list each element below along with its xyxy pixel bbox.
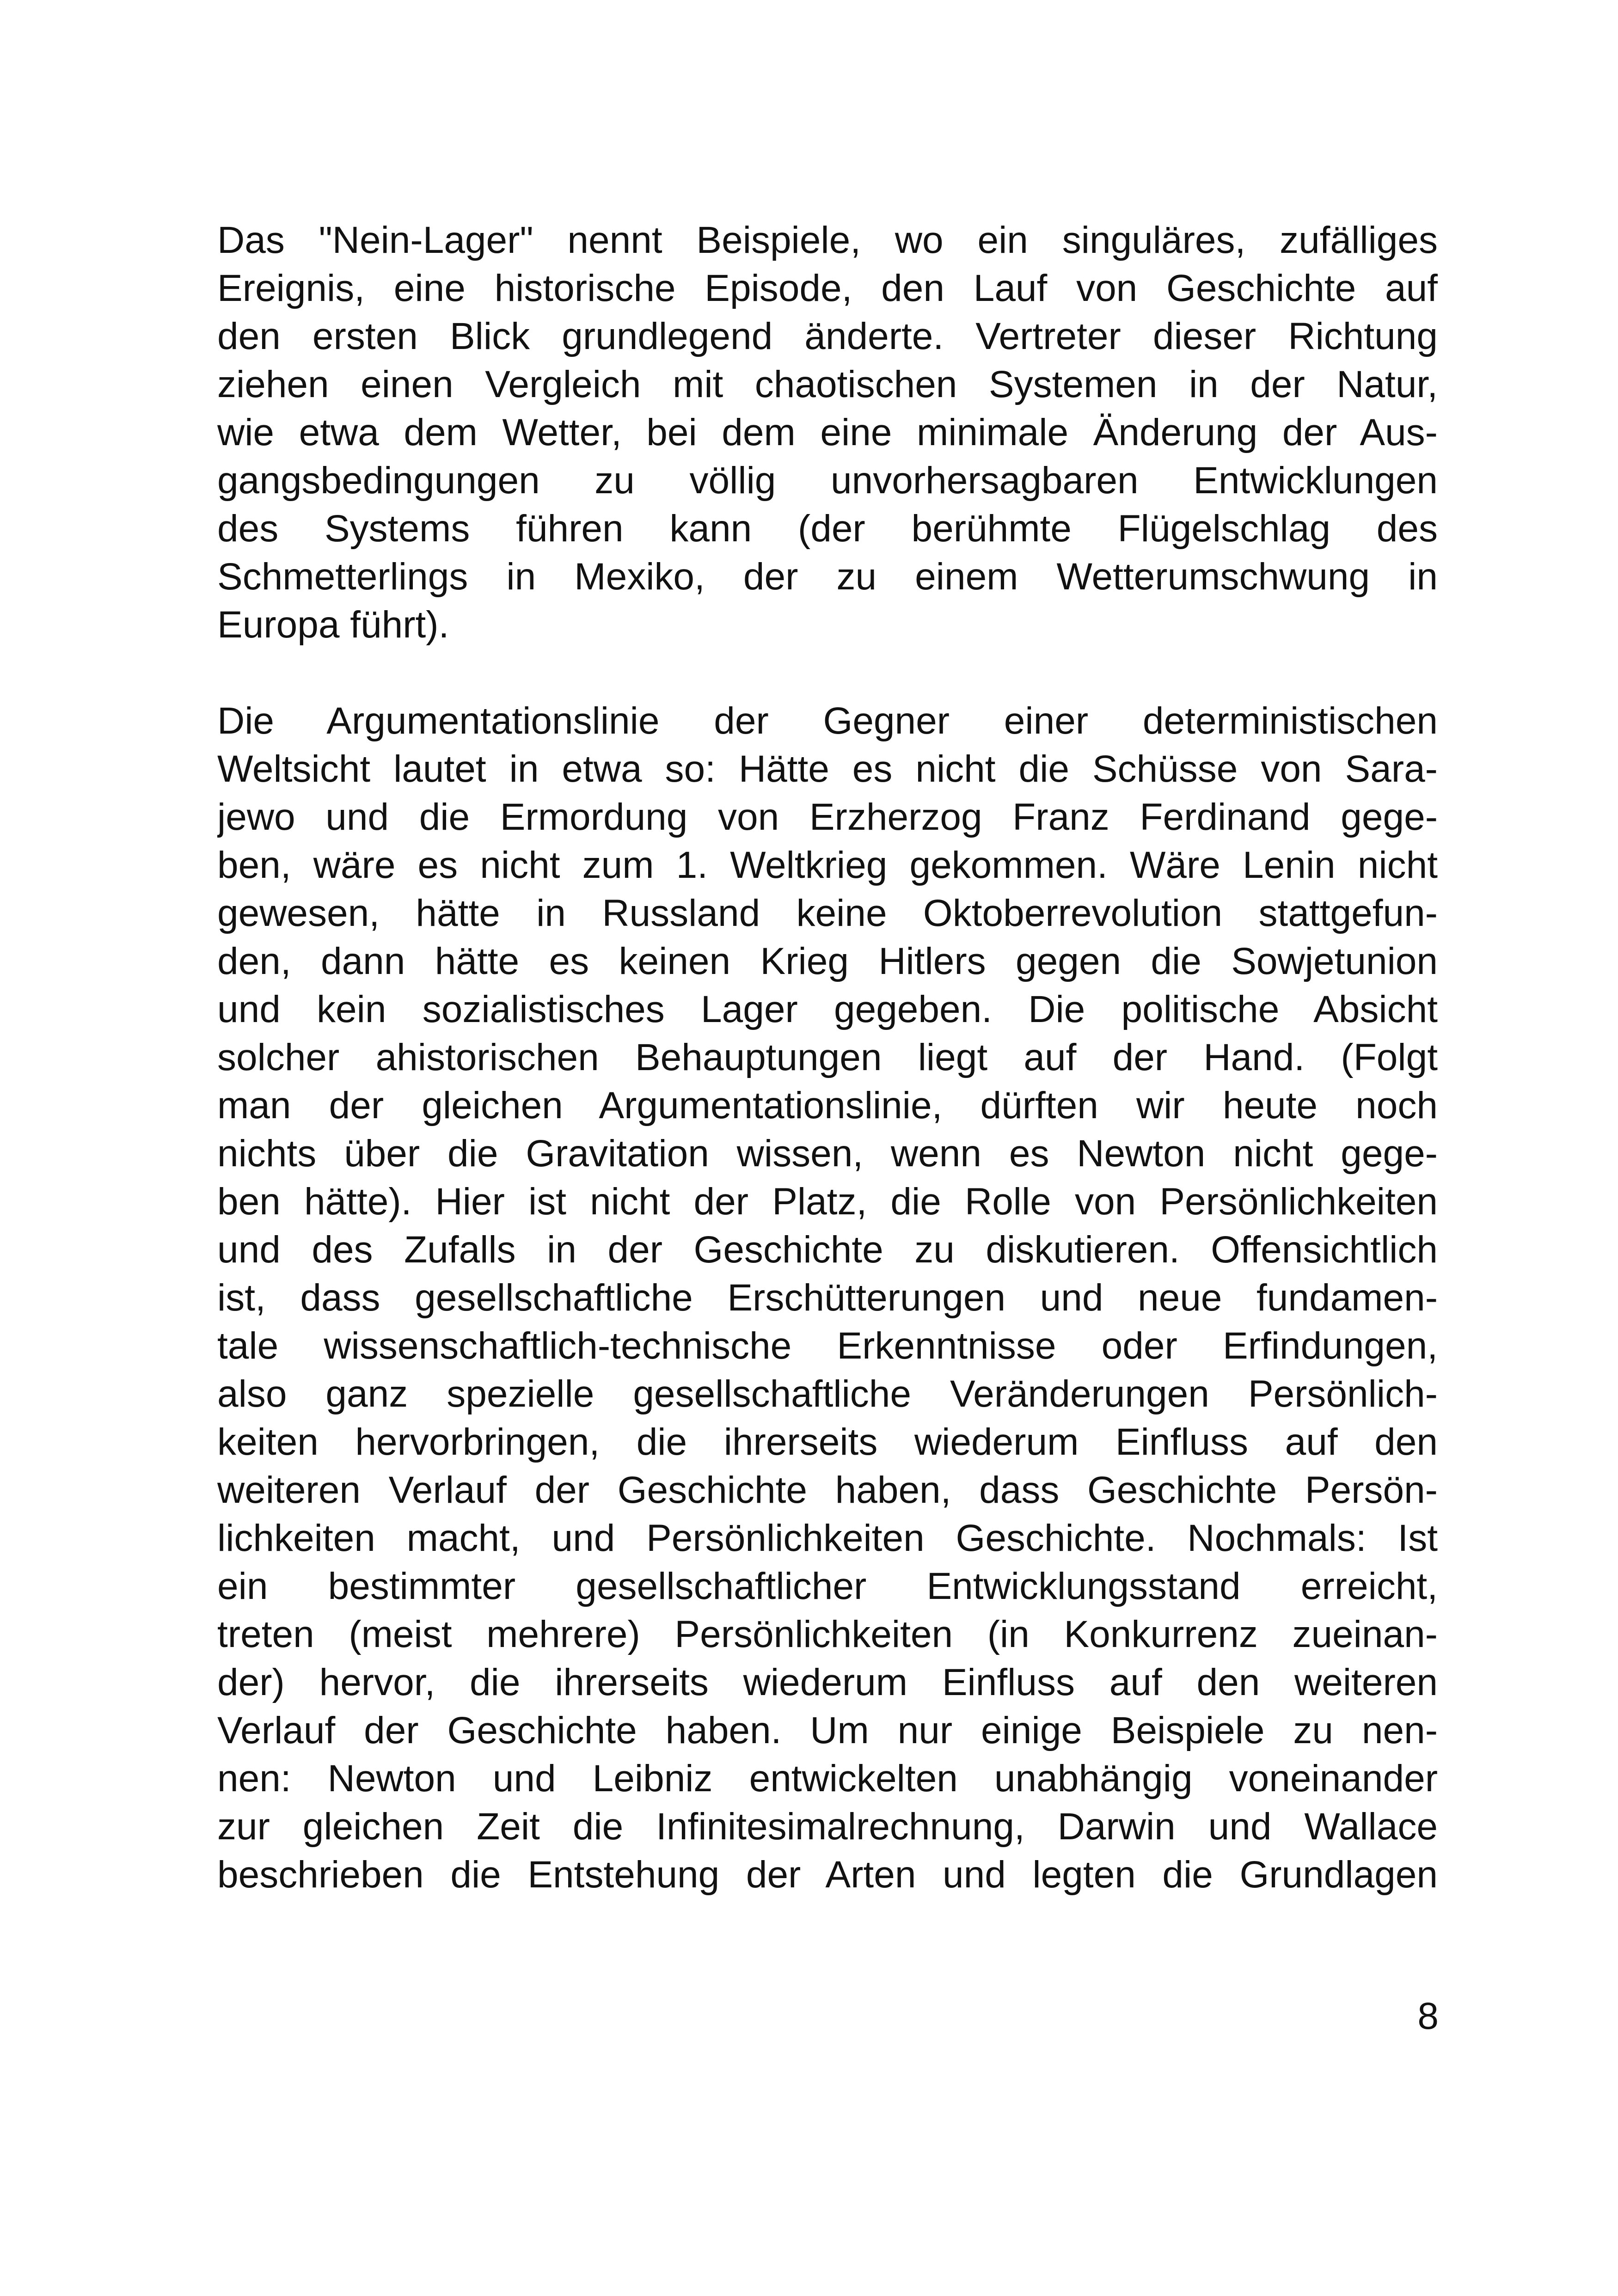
text-line: Europa führt). bbox=[217, 604, 449, 646]
text-line: und kein sozialistisches Lager gegeben. Die politische Absicht bbox=[217, 988, 1438, 1030]
text-line: gewesen, hätte in Russland keine Oktoberrevolution stattgefun- bbox=[217, 892, 1438, 934]
text-line: nen: Newton und Leibniz entwickelten unabhängig voneinander bbox=[217, 1757, 1438, 1800]
text-line: ben hätte). Hier ist nicht der Platz, die Rolle von Persönlichkeiten bbox=[217, 1181, 1438, 1223]
text-line: den ersten Blick grundlegend änderte. Vertreter dieser Richtung bbox=[217, 315, 1438, 357]
paragraph-2 bbox=[217, 697, 1438, 1899]
text-line: Verlauf der Geschichte haben. Um nur einige Beispiele zu nen- bbox=[217, 1709, 1438, 1751]
text-line: tale wissenschaftlich-technische Erkenntnisse oder Erfindungen, bbox=[217, 1325, 1438, 1367]
text-line: den, dann hätte es keinen Krieg Hitlers gegen die Sowjetunion bbox=[217, 940, 1438, 982]
text-line: gangsbedingungen zu völlig unvorhersagbaren Entwicklungen bbox=[217, 459, 1438, 502]
text-line: ben, wäre es nicht zum 1. Weltkrieg gekommen. Wäre Lenin nicht bbox=[217, 844, 1438, 886]
page-number: 8 bbox=[1417, 1995, 1439, 2037]
text-line: lichkeiten macht, und Persönlichkeiten Geschichte. Nochmals: Ist bbox=[217, 1517, 1438, 1559]
text-line: jewo und die Ermordung von Erzherzog Franz Ferdinand gege- bbox=[217, 796, 1438, 838]
text-line: keiten hervorbringen, die ihrerseits wiederum Einfluss auf den bbox=[217, 1421, 1438, 1463]
text-line: weiteren Verlauf der Geschichte haben, dass Geschichte Persön- bbox=[217, 1469, 1438, 1511]
text-line: Schmetterlings in Mexiko, der zu einem Wetterumschwung in bbox=[217, 556, 1438, 598]
text-line: beschrieben die Entstehung der Arten und legten die Grundlagen bbox=[217, 1854, 1438, 1896]
text-line: ein bestimmter gesellschaftlicher Entwicklungsstand erreicht, bbox=[217, 1565, 1438, 1607]
text-line: nichts über die Gravitation wissen, wenn es Newton nicht gege- bbox=[217, 1133, 1438, 1175]
text-line: ziehen einen Vergleich mit chaotischen Systemen in der Natur, bbox=[217, 363, 1438, 405]
text-line: und des Zufalls in der Geschichte zu diskutieren. Offensichtlich bbox=[217, 1229, 1438, 1271]
text-line: man der gleichen Argumentationslinie, dürften wir heute noch bbox=[217, 1084, 1438, 1127]
text-line: Weltsicht lautet in etwa so: Hätte es nicht die Schüsse von Sara- bbox=[217, 748, 1438, 790]
text-line: solcher ahistorischen Behauptungen liegt auf der Hand. (Folgt bbox=[217, 1036, 1438, 1078]
text-line: Das "Nein-Lager" nennt Beispiele, wo ein singuläres, zufälliges bbox=[217, 219, 1438, 261]
text-line: des Systems führen kann (der berühmte Flügelschlag des bbox=[217, 508, 1438, 550]
text-line: Die Argumentationslinie der Gegner einer deterministischen bbox=[217, 700, 1438, 742]
text-line: also ganz spezielle gesellschaftliche Veränderungen Persönlich- bbox=[217, 1373, 1438, 1415]
text-line: der) hervor, die ihrerseits wiederum Einfluss auf den weiteren bbox=[217, 1661, 1438, 1703]
body-text bbox=[217, 216, 1438, 1899]
text-line: wie etwa dem Wetter, bei dem eine minimale Änderung der Aus- bbox=[217, 411, 1438, 453]
text-line: Ereignis, eine historische Episode, den Lauf von Geschichte auf bbox=[217, 267, 1438, 309]
text-line: treten (meist mehrere) Persönlichkeiten (in Konkurrenz zueinan- bbox=[217, 1613, 1438, 1655]
paragraph-1 bbox=[217, 216, 1438, 649]
text-line: ist, dass gesellschaftliche Erschütterungen und neue fundamen- bbox=[217, 1277, 1438, 1319]
text-line: zur gleichen Zeit die Infinitesimalrechnung, Darwin und Wallace bbox=[217, 1806, 1438, 1848]
